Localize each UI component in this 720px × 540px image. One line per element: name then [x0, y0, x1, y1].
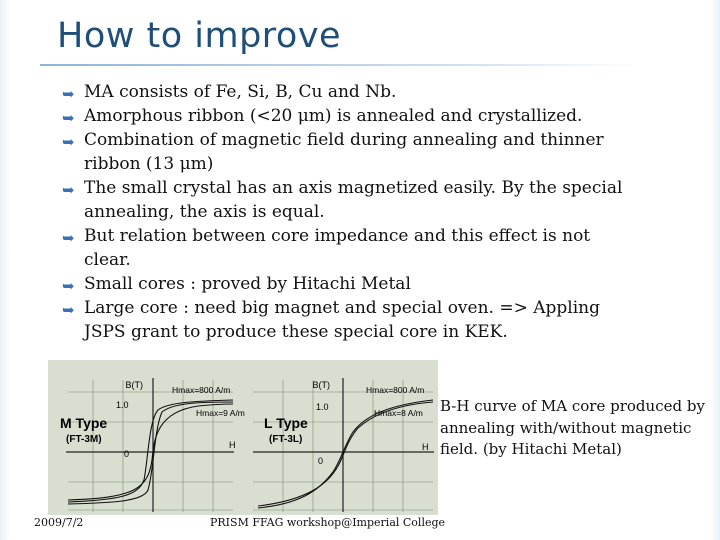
bullet-text: Small cores : proved by Hitachi Metal [84, 274, 411, 294]
bullet-text: Large core : need big magnet and special oven. => Appling JSPS grant to produce these special core in KEK. [84, 298, 600, 342]
bh-curve-figure [48, 360, 438, 515]
b-label-right: B(T) [312, 380, 330, 390]
type-name-right: L Type [264, 415, 308, 431]
bullet-arrow-icon: ➥ [62, 85, 75, 103]
bullet-item [62, 272, 642, 296]
bullet-text: Amorphous ribbon (<20 μm) is annealed and crystallized. [84, 106, 583, 126]
zero-label-right: 0 [318, 456, 324, 466]
bullet-list [62, 80, 642, 344]
bh-curve-svg [48, 360, 438, 515]
bullet-arrow-icon: ➥ [62, 109, 75, 127]
type-name-left: M Type [60, 415, 108, 431]
h-label-left: H [229, 440, 236, 450]
bh-panel-m-type [60, 378, 245, 512]
hmax-inner-right: Hmax=8 A/m [374, 408, 423, 418]
title-underline [40, 64, 640, 66]
bullet-arrow-icon: ➥ [62, 181, 75, 199]
bullet-text: But relation between core impedance and this effect is not clear. [84, 226, 591, 270]
zero-label-left: 0 [124, 449, 130, 459]
bullet-item [62, 104, 642, 128]
bullet-item [62, 128, 642, 176]
y-tick-left: 1.0 [116, 400, 129, 410]
hmax-inner-left: Hmax=9 A/m [196, 408, 245, 418]
slide-title: How to improve [57, 16, 342, 56]
bullet-item [62, 296, 642, 344]
bullet-text: MA consists of Fe, Si, B, Cu and Nb. [84, 82, 397, 102]
hmax-top-left: Hmax=800 A/m [172, 385, 231, 395]
bullet-arrow-icon: ➥ [62, 133, 75, 151]
bullet-text: Combination of magnetic field during annealing and thinner ribbon (13 μm) [84, 130, 604, 174]
slide-frame-left [0, 0, 10, 540]
b-label-left: B(T) [125, 380, 143, 390]
bullet-item [62, 224, 642, 272]
bullet-item [62, 176, 642, 224]
bullet-arrow-icon: ➥ [62, 229, 75, 247]
bullet-arrow-icon: ➥ [62, 301, 75, 319]
bh-panel-l-type [253, 378, 434, 512]
footer-event: PRISM FFAG workshop@Imperial College [210, 516, 446, 529]
slide-frame-right [710, 0, 720, 540]
grid-left [68, 380, 233, 512]
type-code-left: (FT-3M) [66, 434, 102, 445]
footer-date: 2009/7/2 [34, 516, 84, 529]
bullet-text: The small crystal has an axis magnetized easily. By the special annealing, the axis is equal. [84, 178, 623, 222]
h-label-right: H [422, 442, 429, 452]
type-code-right: (FT-3L) [269, 434, 303, 445]
bullet-item [62, 80, 642, 104]
hmax-top-right: Hmax=800 A/m [366, 385, 425, 395]
y-tick-right: 1.0 [316, 402, 329, 412]
figure-caption: B-H curve of MA core produced by annealing with/without magnetic field. (by Hitachi Metal) [440, 397, 705, 458]
bullet-arrow-icon: ➥ [62, 277, 75, 295]
